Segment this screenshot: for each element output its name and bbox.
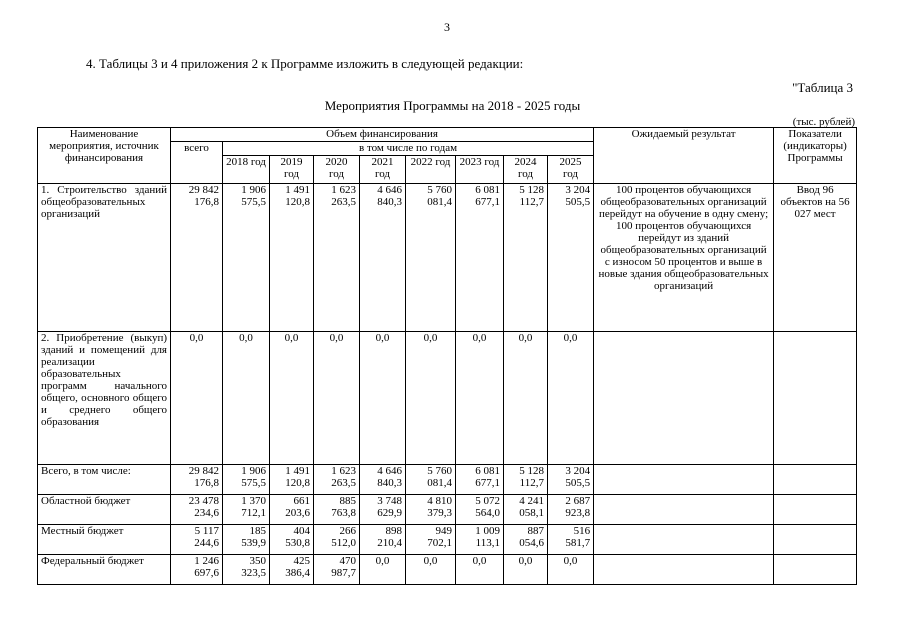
row-value: 949 702,1: [406, 525, 456, 555]
row-value: 0,0: [360, 332, 406, 465]
row-indicator: [774, 525, 857, 555]
row-value: 0,0: [171, 332, 223, 465]
header-funding-volume: Объем финансирования: [171, 128, 594, 142]
table-row: [38, 525, 857, 555]
row-value: 885 763,8: [314, 495, 360, 525]
table-row: [38, 495, 857, 525]
row-value: 0,0: [360, 555, 406, 585]
row-indicator: [774, 465, 857, 495]
row-result: [594, 525, 774, 555]
row-value: 5 128 112,7: [504, 184, 548, 332]
row-value: 5 117 244,6: [171, 525, 223, 555]
row-indicator: [774, 495, 857, 525]
header-indicators: Показатели (индикаторы) Программы: [774, 128, 857, 184]
row-result: [594, 495, 774, 525]
row-value: 425 386,4: [270, 555, 314, 585]
row-value: 4 810 379,3: [406, 495, 456, 525]
row-value: 1 491 120,8: [270, 465, 314, 495]
header-by-years: в том числе по годам: [223, 142, 594, 156]
row-value: 266 512,0: [314, 525, 360, 555]
table-row: [38, 332, 857, 465]
table-heading: Мероприятия Программы на 2018 - 2025 годы: [324, 98, 581, 113]
row-value: 516 581,7: [548, 525, 594, 555]
row-name: Федеральный бюджет: [38, 555, 171, 585]
row-value: 0,0: [314, 332, 360, 465]
header-year: 2023 год: [456, 156, 504, 184]
row-value: 0,0: [223, 332, 270, 465]
row-indicator: Ввод 96 объектов на 56 027 мест: [774, 184, 857, 332]
row-name: Местный бюджет: [38, 525, 171, 555]
header-expected-result: Ожидаемый результат: [594, 128, 774, 184]
row-value: 1 491 120,8: [270, 184, 314, 332]
row-name: Областной бюджет: [38, 495, 171, 525]
table-row: [38, 555, 857, 585]
row-value: 0,0: [456, 332, 504, 465]
row-value: 1 906 575,5: [223, 465, 270, 495]
row-result: [594, 332, 774, 465]
row-value: 0,0: [548, 555, 594, 585]
row-value: 1 246 697,6: [171, 555, 223, 585]
row-value: 29 842 176,8: [171, 184, 223, 332]
row-result: [594, 555, 774, 585]
header-year: 2022 год: [406, 156, 456, 184]
row-value: 404 530,8: [270, 525, 314, 555]
row-value: 1 370 712,1: [223, 495, 270, 525]
row-value: 5 760 081,4: [406, 465, 456, 495]
row-value: 1 906 575,5: [223, 184, 270, 332]
row-value: 3 204 505,5: [548, 184, 594, 332]
row-value: 0,0: [406, 555, 456, 585]
row-value: 0,0: [504, 555, 548, 585]
row-result: 100 процентов обучающихся общеобразовательных организаций перейдут на обучение в одну смену; 100 процентов обучающихся перейдут из зданий общеобразовательных организаций с износом 50 процентов и выше в новые здания общеобразовательных организаций: [594, 184, 774, 332]
row-value: 1 009 113,1: [456, 525, 504, 555]
row-value: 1 623 263,5: [314, 184, 360, 332]
row-value: 898 210,4: [360, 525, 406, 555]
header-year: 2024 год: [504, 156, 548, 184]
table-label: "Таблица 3: [792, 80, 853, 95]
header-year: 2018 год: [223, 156, 270, 184]
program-measures-table: [37, 127, 857, 585]
row-value: 4 646 840,3: [360, 465, 406, 495]
row-value: 0,0: [548, 332, 594, 465]
row-value: 29 842 176,8: [171, 465, 223, 495]
row-value: 2 687 923,8: [548, 495, 594, 525]
row-value: 0,0: [406, 332, 456, 465]
row-name: 1. Строительство зданий общеобразовательных организаций: [38, 184, 171, 332]
header-year: 2019 год: [270, 156, 314, 184]
page-number: 3: [444, 20, 450, 34]
row-name: 2. Приобретение (выкуп) зданий и помещений для реализации образовательных программ начального общего, основного общего и среднего общего образования: [38, 332, 171, 465]
header-total: всего: [171, 142, 223, 184]
row-value: 23 478 234,6: [171, 495, 223, 525]
row-value: 0,0: [456, 555, 504, 585]
units-label: (тыс. рублей): [792, 116, 855, 128]
row-value: 5 072 564,0: [456, 495, 504, 525]
row-value: 5 760 081,4: [406, 184, 456, 332]
table-row: [38, 465, 857, 495]
row-value: 661 203,6: [270, 495, 314, 525]
row-value: 6 081 677,1: [456, 184, 504, 332]
row-indicator: [774, 332, 857, 465]
row-value: 0,0: [504, 332, 548, 465]
table-row: [38, 184, 857, 332]
header-year: 2021 год: [360, 156, 406, 184]
row-value: 3 204 505,5: [548, 465, 594, 495]
intro-text: 4. Таблицы 3 и 4 приложения 2 к Программе изложить в следующей редакции:: [86, 56, 524, 71]
row-result: [594, 465, 774, 495]
header-name: Наименование мероприятия, источник финансирования: [38, 128, 171, 184]
row-value: 4 241 058,1: [504, 495, 548, 525]
header-year: 2025 год: [548, 156, 594, 184]
row-name: Всего, в том числе:: [38, 465, 171, 495]
header-year: 2020 год: [314, 156, 360, 184]
row-value: 1 623 263,5: [314, 465, 360, 495]
row-value: 3 748 629,9: [360, 495, 406, 525]
row-value: 4 646 840,3: [360, 184, 406, 332]
row-value: 185 539,9: [223, 525, 270, 555]
row-value: 5 128 112,7: [504, 465, 548, 495]
row-value: 887 054,6: [504, 525, 548, 555]
row-value: 6 081 677,1: [456, 465, 504, 495]
row-value: 470 987,7: [314, 555, 360, 585]
row-value: 350 323,5: [223, 555, 270, 585]
row-indicator: [774, 555, 857, 585]
row-value: 0,0: [270, 332, 314, 465]
